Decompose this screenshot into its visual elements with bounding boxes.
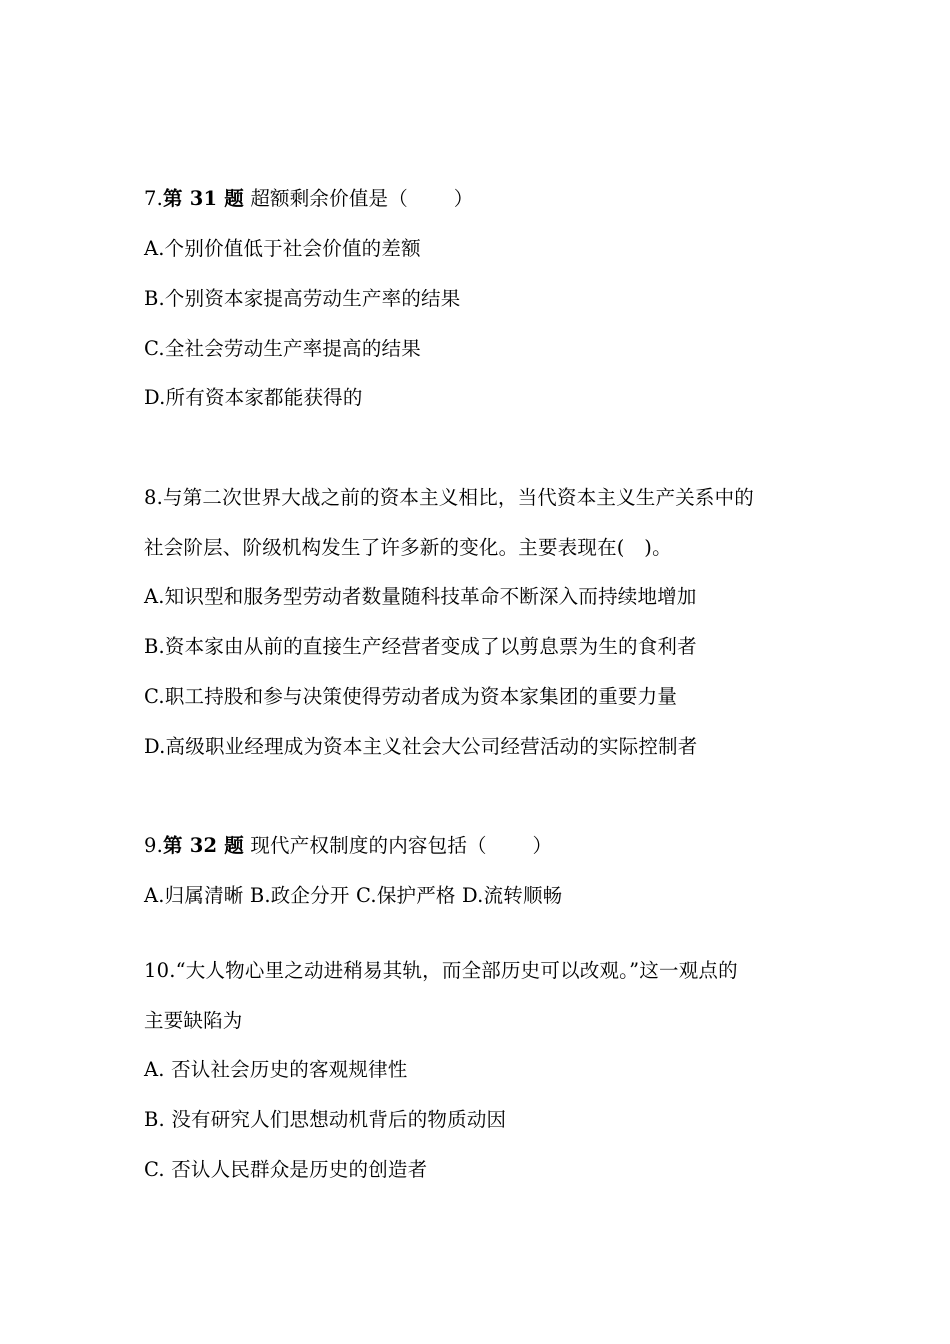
q7-option-c: C.全社会劳动生产率提高的结果 — [144, 337, 421, 360]
q10-stem-line-1: 10.“大人物心里之动进稍易其轨，而全部历史可以改观。”这一观点的 — [144, 959, 738, 982]
q8-stem-line-1: 8.与第二次世界大战之前的资本主义相比，当代资本主义生产关系中的 — [144, 486, 755, 509]
q7-stem-text: 超额剩余价值是（ ） — [243, 187, 474, 210]
q9-options: A.归属清晰 B.政企分开 C.保护严格 D.流转顺畅 — [144, 884, 563, 907]
q10-option-c: C. 否认人民群众是历史的创造者 — [144, 1158, 428, 1181]
q9-stem-text: 现代产权制度的内容包括（ ） — [243, 834, 553, 857]
q10-option-b: B. 没有研究人们思想动机背后的物质动因 — [144, 1108, 507, 1131]
q7-stem — [144, 187, 473, 211]
q7-tag: 第 31 题 — [163, 187, 244, 210]
q8-option-d: D.高级职业经理成为资本主义社会大公司经营活动的实际控制者 — [144, 735, 698, 758]
q9-stem — [144, 834, 552, 858]
q8-option-a: A.知识型和服务型劳动者数量随科技革命不断深入而持续地增加 — [144, 585, 697, 608]
q8-option-b: B.资本家由从前的直接生产经营者变成了以剪息票为生的食利者 — [144, 635, 697, 658]
q7-option-d: D.所有资本家都能获得的 — [144, 386, 363, 409]
q8-stem-line-2: 社会阶层、阶级机构发生了许多新的变化。主要表现在( )。 — [144, 536, 672, 559]
q9-number: 9. — [144, 834, 164, 857]
q10-option-a: A. 否认社会历史的客观规律性 — [144, 1058, 408, 1081]
q7-option-b: B.个别资本家提高劳动生产率的结果 — [144, 287, 461, 310]
q9-tag: 第 32 题 — [163, 834, 244, 857]
q8-option-c: C.职工持股和参与决策使得劳动者成为资本家集团的重要力量 — [144, 685, 678, 708]
q7-option-a: A.个别价值低于社会价值的差额 — [144, 237, 421, 260]
q7-number: 7. — [144, 187, 164, 210]
q10-stem-line-2: 主要缺陷为 — [144, 1009, 243, 1032]
